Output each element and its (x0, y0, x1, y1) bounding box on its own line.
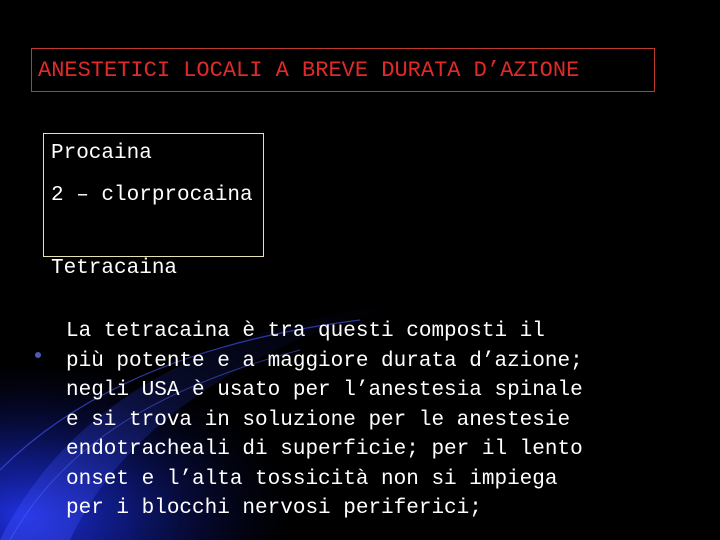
list-item-procaina: Procaina (51, 142, 152, 165)
slide-title: ANESTETICI LOCALI A BREVE DURATA D’AZIONE (38, 58, 580, 83)
list-item-tetracaina: Tetracaina (51, 257, 178, 280)
body-paragraph: La tetracaina è tra questi composti il più potente e a maggiore durata d’azione; negli USA è usato per l’anestesia spinale e si trova in soluzione per le anestesie endotracheali di superficie; per il lento onset e l’alta tossicità non si impiega per i blocchi nervosi periferici; (66, 320, 583, 520)
list-item-clorprocaina: 2 – clorprocaina (51, 184, 253, 207)
